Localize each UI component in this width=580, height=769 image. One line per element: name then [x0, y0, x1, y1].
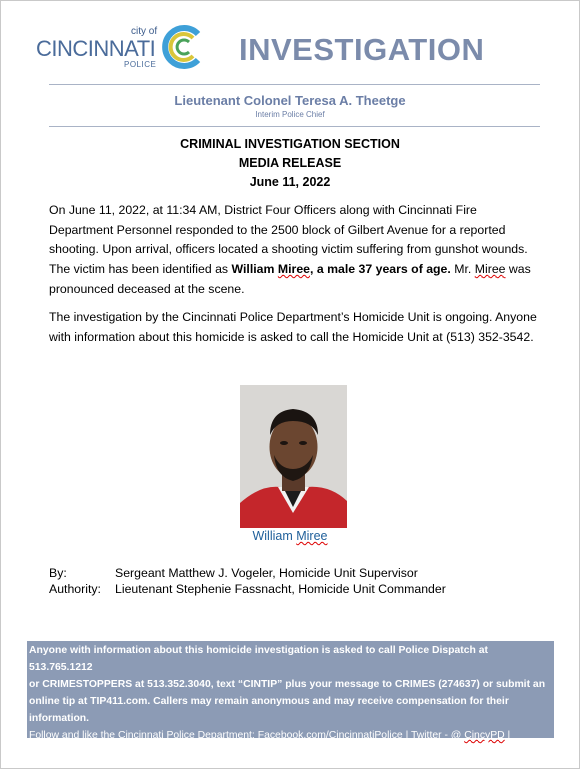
caption-first-name: William	[252, 529, 297, 543]
text-span: Mr.	[450, 262, 475, 277]
paragraph-line: with information about this homicide is asked to call the Homicide Unit at (513) 352-3542.	[49, 329, 534, 344]
tip-info-box	[27, 641, 554, 758]
paragraph-line: pronounced deceased at the scene.	[49, 281, 245, 296]
footer-links-line	[29, 744, 554, 761]
victim-portrait-image	[240, 385, 347, 528]
paragraph-investigation	[49, 308, 549, 347]
text-span: was	[505, 262, 531, 277]
authority-value: Lieutenant Stephenie Fassnacht, Homicide Unit Commander	[115, 582, 446, 596]
text-span: , a male 37 years of age.	[310, 262, 451, 277]
twitter-handle[interactable]: CincyPD	[464, 730, 505, 741]
page-title: INVESTIGATION	[239, 32, 485, 67]
cincinnati-police-logo	[36, 26, 206, 72]
footer-separator: |	[504, 730, 511, 741]
chief-name: Lieutenant Colonel Teresa A. Theetge	[174, 93, 406, 108]
caption-last-name: Miree	[296, 529, 328, 543]
by-label: By:	[49, 566, 67, 580]
footer-line: Anyone with information about this homicide investigation is asked to call Police Dispatch at 513.765.1212	[29, 645, 488, 673]
text-span: William	[231, 262, 278, 277]
footer-follow-line	[29, 727, 554, 744]
paragraph-line: shooting. Upon arrival, officers located a shooting victim suffering from gunshot wounds.	[49, 242, 528, 257]
paragraph-line: On June 11, 2022, at 11:34 AM, District Four Officers along with Cincinnati Fire	[49, 203, 477, 217]
text-span: Miree	[277, 262, 310, 277]
footer-twitter-text: | Twitter - @	[402, 730, 465, 741]
facebook-link[interactable]: Facebook.com/CincinnatiPolice	[257, 730, 403, 741]
paragraph-line	[49, 260, 549, 280]
logo-city-of: city of	[131, 26, 158, 37]
paragraph-line: Department Personnel responded to the 2500 block of Gilbert Avenue for a reported	[49, 222, 506, 237]
instagram-link[interactable]: Instagram.com/CincinnatiPolice	[165, 747, 312, 758]
paragraph-incident	[49, 201, 549, 300]
footer-line: or CRIMESTOPPERS at 513.352.3040, text “CINTIP” plus your message to CRIMES (274637) or submit an	[29, 679, 546, 690]
header-divider-bottom	[49, 126, 540, 127]
nextdoor-link[interactable]: Nextdoor - Cincinnati Police	[29, 747, 158, 758]
by-value: Sergeant Matthew J. Vogeler, Homicide Unit Supervisor	[115, 566, 418, 580]
photo-caption	[0, 529, 580, 543]
logo-cincinnati: CINCINNATI	[36, 36, 156, 61]
footer-follow-text: Follow and like the Cincinnati Police Department:	[29, 730, 258, 741]
footer-line: online tip at TIP411.com. Callers may remain anonymous and may receive compensation for their	[29, 696, 509, 707]
paragraph-line: The investigation by the Cincinnati Police Department’s Homicide Unit is ongoing. Anyone	[49, 310, 537, 324]
header-divider-top	[49, 84, 540, 85]
victim-photo	[240, 385, 347, 528]
text-span: The victim has been identified as	[49, 262, 232, 277]
section-heading: CRIMINAL INVESTIGATION SECTION	[180, 137, 400, 151]
logo-c-mark-icon	[160, 24, 206, 70]
authority-label: Authority:	[49, 582, 101, 596]
victim-name-bold	[232, 262, 451, 276]
release-date: June 11, 2022	[249, 175, 331, 189]
footer-line: information.	[29, 713, 90, 724]
logo-police: POLICE	[124, 60, 157, 69]
footer-separator: |	[157, 747, 166, 758]
release-type: MEDIA RELEASE	[238, 156, 342, 170]
text-span: Miree	[474, 262, 506, 277]
chief-title: Interim Police Chief	[255, 110, 325, 119]
